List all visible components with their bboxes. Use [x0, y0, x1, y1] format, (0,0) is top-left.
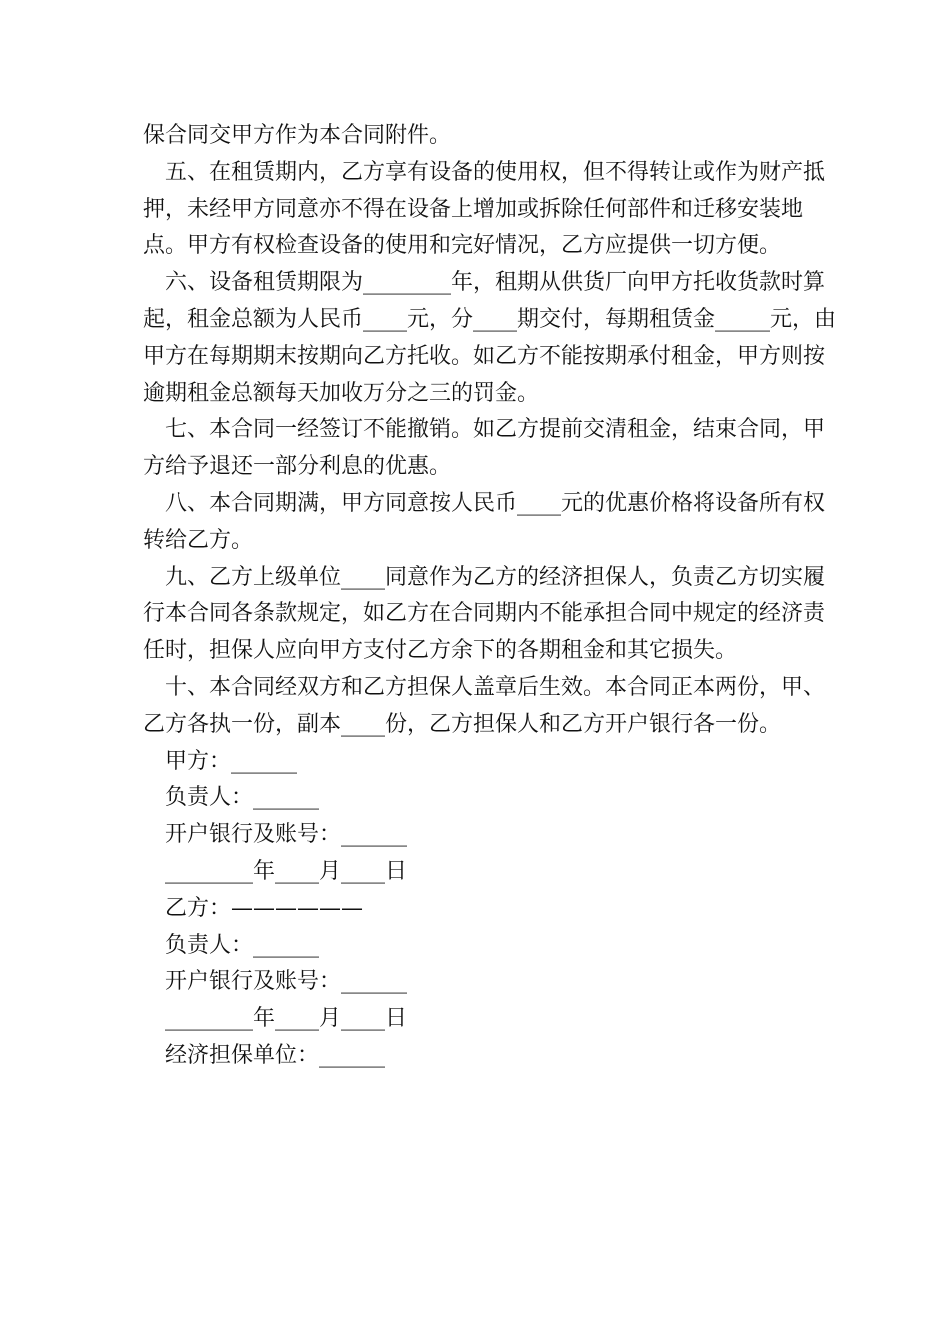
clause-9: 九、乙方上级单位____同意作为乙方的经济担保人，负责乙方切实履行本合同各条款规定，如乙方在合同期内不能承担合同中规定的经济责任时，担保人应向甲方支付乙方余下的各期租金和其它损失。 [143, 564, 826, 664]
party-b-date-line: ________年____月____日 [165, 1006, 408, 1032]
party-a-bank-line: 开户银行及账号：______ [165, 822, 408, 848]
clause-8: 八、本合同期满，甲方同意按人民币____元的优惠价格将设备所有权转给乙方。 [143, 490, 826, 553]
clause-7: 七、本合同一经签订不能撤销。如乙方提前交清租金，结束合同，甲方给予退还一部分利息的优惠。 [143, 417, 826, 480]
party-b-line: 乙方：—————— [165, 895, 364, 921]
clause-6: 六、设备租赁期限为________年，租期从供货厂向甲方托收货款时算起，租金总额为人民币____元，分____期交付，每期租赁金_____元，由甲方在每期期末按期向乙方托收。如乙方不能按期承付租金，甲方则按逾期租金总额每天加收万分之三的罚金。 [143, 270, 837, 406]
party-b-person-line: 负责人：______ [165, 932, 320, 958]
party-a-line: 甲方：______ [165, 748, 298, 774]
paragraph-continuation: 保合同交甲方作为本合同附件。 [143, 123, 452, 148]
clause-5: 五、在租赁期内，乙方享有设备的使用权，但不得转让或作为财产抵押，未经甲方同意亦不得在设备上增加或拆除任何部件和迁移安装地点。甲方有权检查设备的使用和完好情况，乙方应提供一切方便。 [143, 159, 826, 259]
party-b-bank-line: 开户银行及账号：______ [165, 969, 408, 995]
party-a-person-line: 负责人：______ [165, 785, 320, 811]
signature-block [143, 744, 843, 1075]
guarantor-line: 经济担保单位：______ [165, 1042, 386, 1068]
contract-body [143, 118, 843, 1075]
party-a-date-line: ________年____月____日 [165, 858, 408, 884]
clause-10: 十、本合同经双方和乙方担保人盖章后生效。本合同正本两份，甲、乙方各执一份，副本____份，乙方担保人和乙方开户银行各一份。 [143, 674, 826, 737]
